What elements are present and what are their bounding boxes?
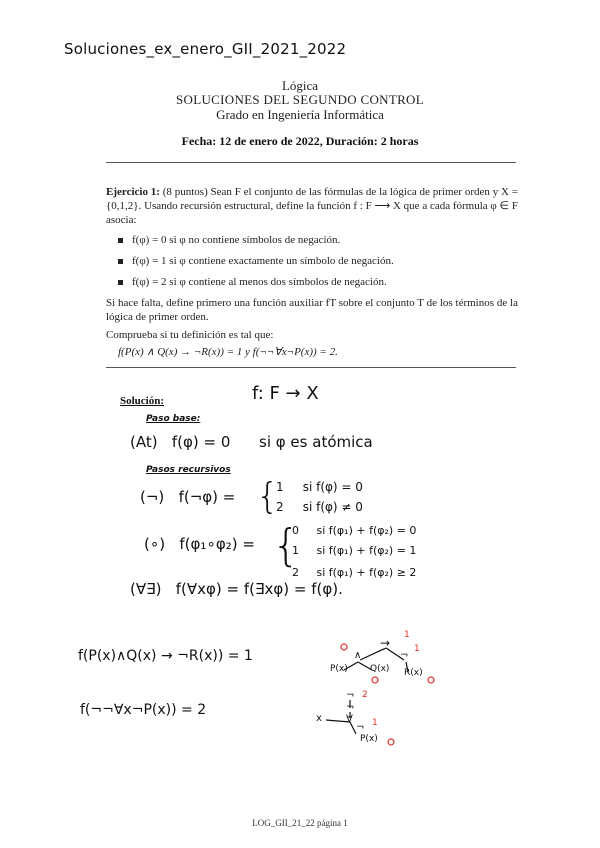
check-1: f(P(x)∧Q(x) → ¬R(x)) = 1	[78, 648, 253, 664]
quantifier-case: (∀∃) f(∀xφ) = f(∃xφ) = f(φ).	[130, 580, 343, 598]
tree2-neg: ¬	[356, 722, 365, 733]
tree1-arrow: →	[380, 636, 391, 650]
solution-label: Solución:	[120, 395, 165, 407]
binary-case: (∘) f(φ₁∘φ₂) =	[144, 535, 255, 553]
tree2-var: x	[316, 713, 322, 724]
binary-brace: {	[272, 520, 300, 571]
binary-option-1: 0 si f(φ₁) + f(φ₂) = 0	[292, 524, 417, 537]
tree2-value-1: 1	[372, 718, 378, 728]
tree2-zero-mark	[388, 739, 394, 745]
header-title: SOLUCIONES DEL SEGUNDO CONTROL	[176, 92, 424, 107]
exercise-check: Comprueba si tu definición es tal que:	[106, 329, 274, 341]
negation-option-2: 2 si f(φ) ≠ 0	[276, 500, 363, 514]
tree2-p: P(x)	[360, 734, 378, 744]
recursive-steps-label: Pasos recursivos	[146, 465, 231, 475]
tree1-neg: ¬	[400, 650, 409, 661]
bullet-item: f(φ) = 1 si φ contiene exactamente un símbolo de negación.	[118, 255, 518, 267]
tree1-q: Q(x)	[370, 664, 390, 674]
base-case-label: Paso base:	[146, 414, 201, 424]
tree2-neg-1: ¬	[346, 690, 355, 701]
exercise-text: (8 puntos) Sean F el conjunto de las fórmulas de la lógica de primer orden y X = {0,1,2}. Usando recursión estructural, define la función f : F ⟶ X que a cada fórmula φ ∈ F asocia:	[106, 186, 518, 226]
binary-option-3: 2 si f(φ₁) + f(φ₂) ≥ 2	[292, 566, 417, 579]
binary-option-2: 1 si f(φ₁) + f(φ₂) = 1	[292, 544, 417, 557]
negation-option-1: 1 si f(φ) = 0	[276, 480, 363, 494]
check-2: f(¬¬∀x¬P(x)) = 2	[80, 702, 207, 718]
tree1-p: P(x)	[330, 664, 348, 674]
document-filename: Soluciones_ex_enero_GII_2021_2022	[64, 40, 347, 58]
solution-mapping: f: F → X	[252, 383, 319, 404]
tree2-value-2: 2	[362, 690, 368, 700]
tree2-neg-2: ¬	[346, 702, 355, 713]
header-subject: Lógica	[281, 78, 319, 93]
tree2-forall: ∀	[346, 714, 353, 725]
tree1-and: ∧	[354, 650, 362, 661]
header-date: Fecha: 12 de enero de 2022, Duración: 2 horas	[181, 134, 419, 148]
tree1-r: R(x)	[404, 668, 423, 678]
exercise-equation: f(P(x) ∧ Q(x) → ¬R(x)) = 1 y f(¬¬∀x¬P(x)) = 2.	[118, 346, 338, 358]
page-footer: LOG_GII_21_22 página 1	[252, 818, 348, 828]
exercise-title: Ejercicio 1:	[106, 186, 160, 198]
tree1-value-1: 1	[404, 630, 410, 640]
bullet-item: f(φ) = 2 si φ contiene al menos dos símbolos de negación.	[118, 276, 518, 288]
negation-brace: {	[256, 476, 279, 517]
exercise-auxiliary: Si hace falta, define primero una función auxiliar fT sobre el conjunto T de los términos de la lógica de primer orden.	[106, 297, 518, 323]
tree1-value-1b: 1	[414, 644, 420, 654]
negation-case: (¬) f(¬φ) =	[140, 488, 236, 506]
atomic-case: (At) f(φ) = 0 si φ es atómica	[130, 433, 373, 451]
header-degree: Grado en Ingeniería Informática	[216, 107, 384, 122]
bullet-item: f(φ) = 0 si φ no contiene símbolos de negación.	[118, 234, 518, 246]
